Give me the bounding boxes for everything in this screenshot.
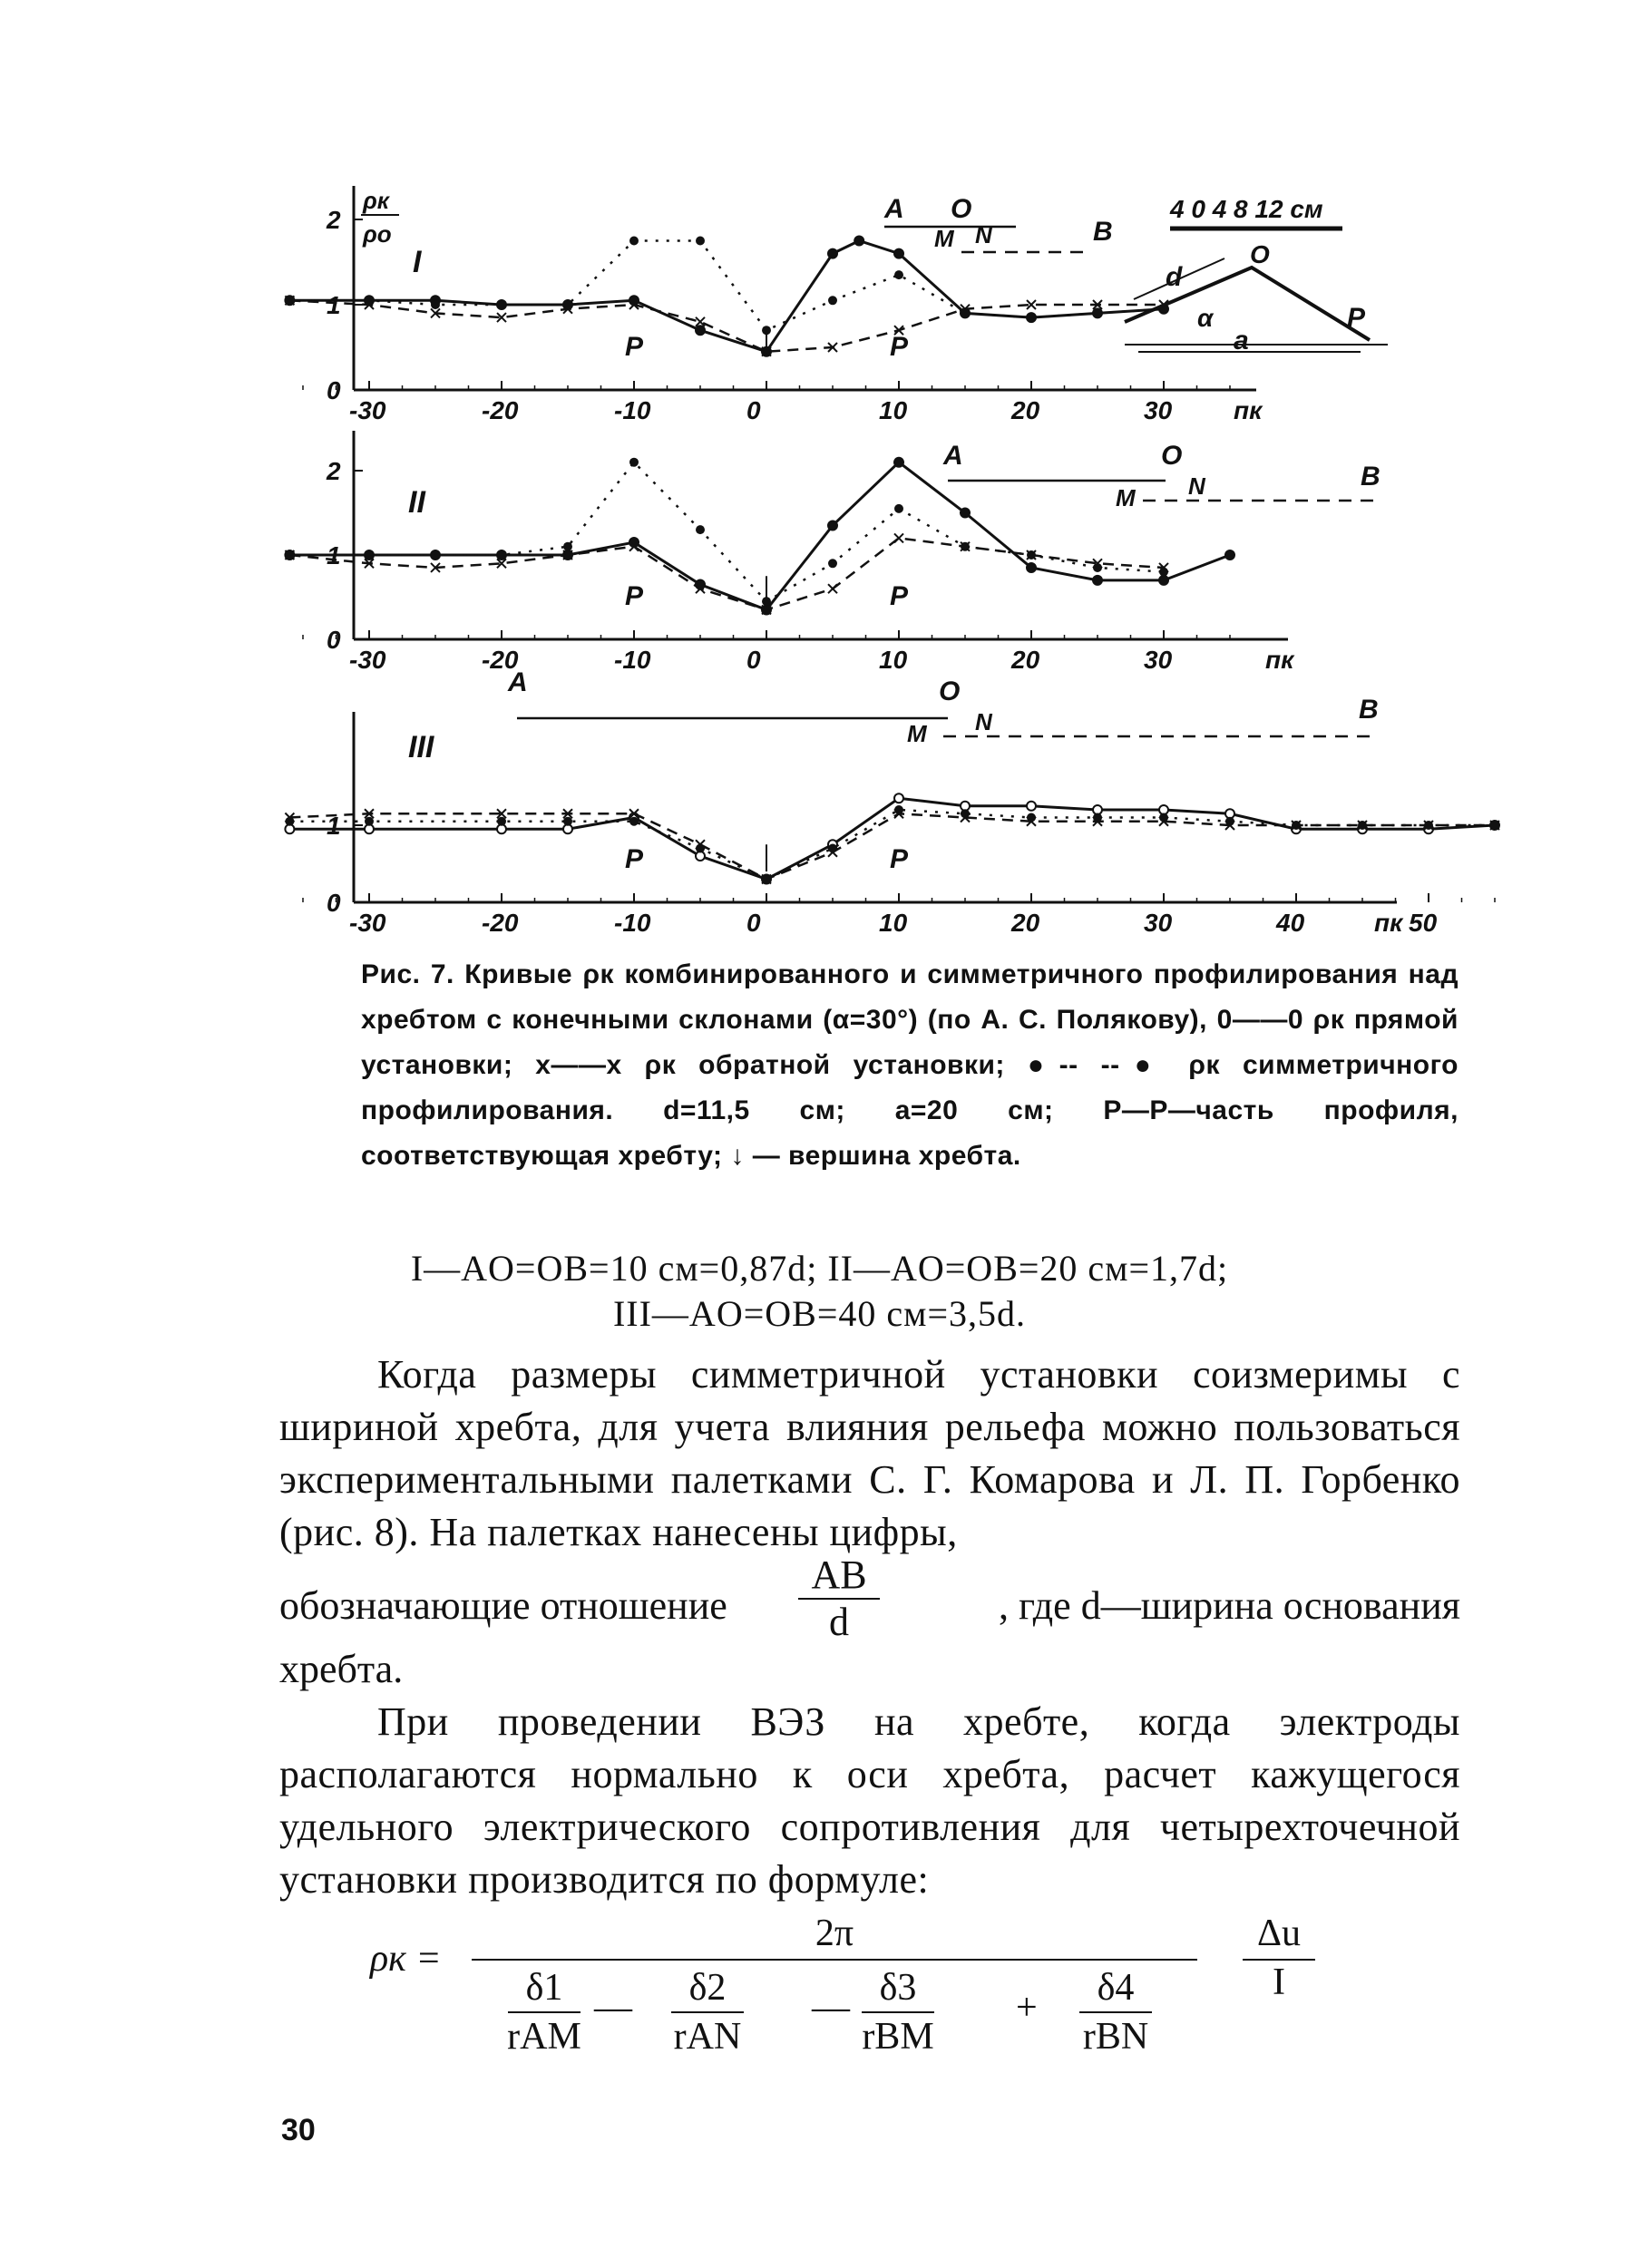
- ridge-mark-p: P: [890, 332, 909, 362]
- eq-rhs-num: Δu: [1256, 1913, 1301, 1954]
- point-direct: [894, 458, 903, 467]
- point-symmetric: [1490, 821, 1499, 830]
- electrode-m-label: M: [934, 225, 954, 252]
- eq-term-num: δ3: [879, 1967, 917, 2009]
- electrode-a-label: A: [943, 441, 963, 471]
- x-tick-label: -20: [482, 909, 519, 937]
- page-number: 30: [281, 2113, 316, 2147]
- eq-term-bar: [862, 2011, 934, 2013]
- point-symmetric: [762, 597, 771, 606]
- point-symmetric: [1093, 813, 1102, 823]
- electrode-m-label: M: [907, 720, 927, 747]
- point-symmetric: [1159, 568, 1168, 577]
- eq-term-num: δ2: [688, 1967, 727, 2009]
- point-symmetric: [1027, 313, 1036, 322]
- point-symmetric: [894, 504, 903, 513]
- point-direct: [1159, 576, 1168, 585]
- point-symmetric: [894, 805, 903, 814]
- y-tick-label: 0: [327, 626, 341, 654]
- panel-label: II: [408, 485, 425, 520]
- figure-7: [0, 0, 1639, 943]
- x-tick-label: 10: [879, 646, 908, 674]
- point-symmetric: [762, 875, 771, 884]
- point-symmetric: [1225, 817, 1234, 826]
- eq-lhs: ρк =: [370, 1938, 442, 1980]
- point-reverse: [894, 533, 903, 542]
- point-symmetric: [563, 300, 572, 309]
- eq-term-bar: [671, 2011, 744, 2013]
- electrode-b-label: B: [1361, 462, 1380, 492]
- paragraph-1-cont: [279, 1582, 727, 1629]
- eq-term-den: rBM: [862, 2016, 934, 2058]
- y-tick-label: 0: [327, 376, 341, 404]
- electrode-b-label: B: [1359, 695, 1379, 725]
- x-axis-label: пк: [1234, 396, 1263, 424]
- x-tick-label: 30: [1144, 396, 1173, 424]
- x-tick-label: 30: [1144, 909, 1173, 937]
- series-line-dot: [289, 462, 1164, 601]
- x-tick-label: -20: [482, 646, 519, 674]
- ridge-mark-p: P: [625, 332, 644, 362]
- eq-term-den: rAM: [507, 2016, 581, 2058]
- x-tick-label: -30: [349, 646, 386, 674]
- x-tick-label: 20: [1011, 909, 1040, 937]
- point-symmetric: [696, 525, 705, 534]
- para-frac-after: , где d—ширина основания: [998, 1583, 1460, 1628]
- panel-label: I: [413, 245, 422, 279]
- point-symmetric: [365, 296, 374, 305]
- point-symmetric: [285, 296, 294, 305]
- eq-term-den: rBN: [1082, 2016, 1149, 2058]
- point-symmetric: [961, 542, 970, 551]
- para-frac-end: хребта.: [279, 1647, 404, 1691]
- eq-term-bar: [1079, 2011, 1152, 2013]
- point-direct: [828, 249, 837, 258]
- ridge-d-label: d: [1166, 262, 1183, 292]
- x-tick-label: 0: [746, 396, 761, 424]
- point-symmetric: [365, 550, 374, 560]
- electrode-b-label: B: [1093, 217, 1113, 247]
- paragraph-2: При проведении ВЭЗ на хребте, когда электроды располагаются нормально к оси хребта, расчет кажущегося удельного электрического сопротивления для четырехточечной установки производится по формуле:: [279, 1699, 1460, 1902]
- x-tick-label: -30: [349, 396, 386, 424]
- eq-numerator: 2π: [815, 1913, 854, 1954]
- eq-term-num: δ4: [1097, 1967, 1135, 2009]
- y-axis-label: ρо: [363, 220, 392, 248]
- point-symmetric: [762, 326, 771, 335]
- point-reverse: [828, 584, 837, 593]
- y-tick-label: 2: [327, 457, 341, 485]
- point-symmetric: [1159, 813, 1168, 823]
- point-symmetric: [629, 458, 639, 467]
- eq-rhs-den: I: [1273, 1961, 1285, 2003]
- x-tick-label: -10: [614, 909, 651, 937]
- point-symmetric: [1093, 308, 1102, 317]
- x-axis-label: пк: [1265, 646, 1294, 674]
- point-symmetric: [431, 300, 440, 309]
- panel-label: III: [408, 730, 434, 764]
- point-symmetric: [497, 550, 506, 560]
- point-symmetric: [894, 270, 903, 279]
- figure-caption: Рис. 7. Кривые ρк комбинированного и симметричного профилирования над хребтом с конечными склонами (α=30°) (по А. С. Полякову), 0——0 ρк прямой установки; x——x ρк обратной установки; ●-- --● ρк симметричного профилирования. d=11,5 см; a=20 см; P—P—часть профиля, соответствующая хребту; ↓ — вершина хребта.: [361, 959, 1459, 1171]
- ridge-mark-p: P: [625, 844, 644, 874]
- ridge-mark-p: P: [890, 581, 909, 611]
- x-tick-label: 10: [879, 396, 908, 424]
- point-symmetric: [563, 817, 572, 826]
- electrode-a-label: A: [508, 667, 528, 697]
- x-tick-label: 20: [1011, 396, 1040, 424]
- point-direct: [828, 521, 837, 530]
- x-tick-label: -10: [614, 396, 651, 424]
- point-direct: [1027, 802, 1036, 811]
- point-symmetric: [1358, 821, 1367, 830]
- y-tick-label: 2: [327, 206, 341, 234]
- x-tick-label: 0: [746, 646, 761, 674]
- point-direct: [1093, 576, 1102, 585]
- electrode-a-label: A: [884, 194, 904, 224]
- para-frac-before: обозначающие отношение: [279, 1583, 727, 1628]
- point-direct: [894, 793, 903, 803]
- x-tick-label: -10: [614, 646, 651, 674]
- eq-term-bar: [508, 2011, 580, 2013]
- point-direct: [1027, 563, 1036, 572]
- point-symmetric: [696, 237, 705, 246]
- electrode-o-label: O: [951, 194, 972, 224]
- eq-operator: —: [812, 1987, 850, 2029]
- ridge-alpha-label: α: [1197, 304, 1214, 332]
- point-symmetric: [828, 844, 837, 853]
- point-symmetric: [696, 844, 705, 853]
- fraction-ab-d: [798, 1553, 880, 1645]
- eq-operator: +: [1016, 1987, 1038, 2029]
- x-tick-label: 30: [1144, 646, 1173, 674]
- point-direct: [961, 509, 970, 518]
- ridge-top-label: O: [1250, 240, 1270, 268]
- point-direct: [1225, 550, 1234, 560]
- y-tick-label: 0: [327, 889, 341, 917]
- point-symmetric: [629, 237, 639, 246]
- point-symmetric: [285, 817, 294, 826]
- y-tick-label: 1: [327, 291, 341, 319]
- scale-bar-label: 4 0 4 8 12 см: [1170, 195, 1323, 223]
- point-symmetric: [1093, 563, 1102, 572]
- electrode-n-label: N: [1188, 472, 1205, 500]
- point-direct: [854, 237, 863, 246]
- electrode-n-label: N: [975, 708, 992, 735]
- x-axis-label: пк: [1374, 909, 1403, 937]
- point-symmetric: [497, 300, 506, 309]
- eq-operator: —: [594, 1987, 632, 2029]
- point-direct: [696, 326, 705, 335]
- y-tick-label: 1: [327, 541, 341, 569]
- fraction-numerator: AB: [798, 1553, 880, 1600]
- ridge-mark-p: P: [625, 581, 644, 611]
- electrode-o-label: O: [1161, 441, 1183, 471]
- paragraph-1: Когда размеры симметричной установки соизмеримы с шириной хребта, для учета влияния рельефа можно пользоваться экспериментальными палетками С. Г. Комарова и Л. П. Горбенко (рис. 8). На палетках нанесены цифры,: [279, 1352, 1460, 1554]
- eq-term-num: δ1: [525, 1967, 563, 2009]
- ridge-a-label: a: [1234, 326, 1249, 355]
- point-symmetric: [961, 308, 970, 317]
- point-symmetric: [431, 550, 440, 560]
- x-tick-label: -30: [349, 909, 386, 937]
- series-line-dash: [289, 300, 1164, 351]
- point-symmetric: [961, 809, 970, 818]
- point-symmetric: [1027, 550, 1036, 560]
- electrode-n-label: N: [975, 221, 992, 248]
- series-line-solid: [289, 462, 1230, 610]
- point-symmetric: [1424, 821, 1433, 830]
- series-line-dash: [289, 538, 1164, 609]
- setup-sizes-line-2: III—AO=OB=40 см=3,5d.: [612, 1293, 1027, 1334]
- fraction-denominator: d: [829, 1600, 849, 1644]
- x-tick-label: -20: [482, 396, 519, 424]
- point-symmetric: [365, 817, 374, 826]
- x-tick-label: 0: [746, 909, 761, 937]
- y-tick-label: 1: [327, 812, 341, 840]
- ridge-p-label: P: [1347, 303, 1366, 333]
- setup-sizes-line-1: I—AO=OB=10 см=0,87d; II—AO=OB=20 см=1,7d;: [410, 1248, 1229, 1289]
- point-symmetric: [828, 559, 837, 568]
- point-direct: [894, 249, 903, 258]
- point-symmetric: [1292, 821, 1301, 830]
- eq-term-den: rAN: [673, 2016, 742, 2058]
- point-symmetric: [629, 817, 639, 826]
- y-axis-label: ρк: [363, 187, 389, 214]
- electrode-o-label: O: [939, 677, 961, 706]
- point-symmetric: [497, 817, 506, 826]
- x-tick-label: 10: [879, 909, 908, 937]
- x-tick-label: 20: [1011, 646, 1040, 674]
- x-tick-label: 40: [1276, 909, 1305, 937]
- x-tick-label: 50: [1409, 909, 1438, 937]
- ridge-mark-p: P: [890, 844, 909, 874]
- point-symmetric: [828, 296, 837, 305]
- point-symmetric: [285, 550, 294, 560]
- electrode-m-label: M: [1116, 484, 1136, 511]
- point-symmetric: [563, 542, 572, 551]
- point-symmetric: [1027, 813, 1036, 823]
- eq-main-bar: [472, 1959, 1197, 1961]
